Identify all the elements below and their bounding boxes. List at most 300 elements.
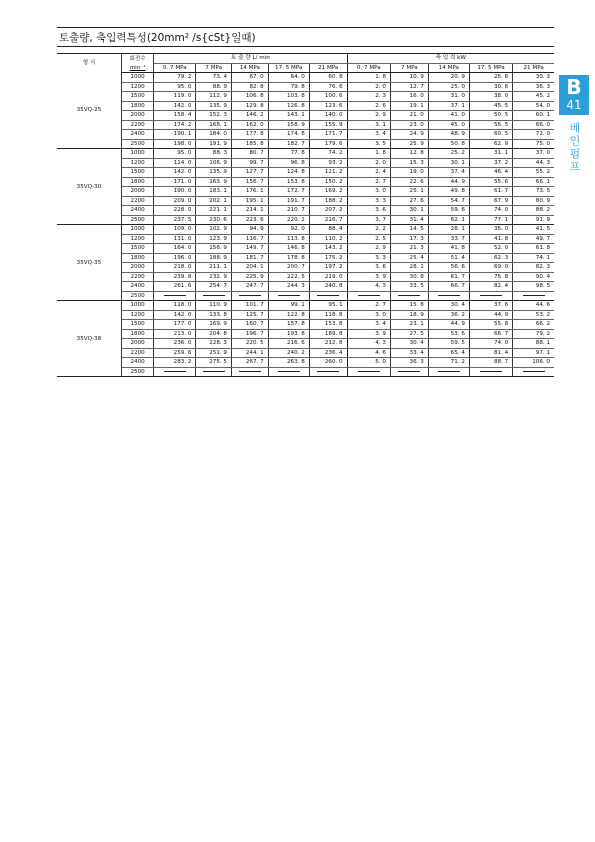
power-cell: 4. 3 [347,339,390,349]
flow-cell: 189. 8 [309,329,347,339]
power-cell: 36. 3 [513,82,554,92]
power-cell: 25. 2 [428,149,469,159]
rpm-cell: 1800 [121,101,153,111]
power-cell: 23. 1 [390,320,428,330]
flow-cell: 171. 0 [154,177,196,187]
power-cell: 45. 2 [513,92,554,102]
power-cell: 1. 8 [347,149,390,159]
table-row [57,244,554,254]
flow-cell: 122. 8 [268,310,309,320]
flow-cell: 99. 7 [232,158,269,168]
flow-cell: 152. 3 [196,111,232,121]
power-cell: 98. 5 [513,282,554,292]
flow-pressure-header: 14 MPa [232,63,269,73]
power-cell: 77. 1 [469,215,512,225]
rpm-cell: 1000 [121,73,153,83]
flow-cell: 118. 0 [154,301,196,311]
header-rpm-line2: min⁻¹ [121,63,153,73]
power-cell: 16. 0 [390,92,428,102]
power-cell [428,367,469,377]
flow-cell: 191. 9 [196,139,232,149]
power-cell: 3. 0 [347,187,390,197]
flow-cell: 219. 0 [309,272,347,282]
power-pressure-header: 14 MPa [428,63,469,73]
power-cell: 82. 4 [469,282,512,292]
power-cell: 61. 8 [513,244,554,254]
table-row [57,206,554,216]
flow-cell: 174. 8 [268,130,309,140]
power-cell: 2. 9 [347,111,390,121]
flow-cell: 213. 0 [154,329,196,339]
flow-cell: 135. 9 [196,168,232,178]
power-cell: 3. 5 [347,139,390,149]
power-cell: 12. 7 [390,82,428,92]
power-cell [428,291,469,301]
power-cell: 41. 8 [428,244,469,254]
flow-cell: 79. 2 [154,73,196,83]
flow-cell: 196. 0 [154,253,196,263]
flow-cell: 184. 0 [196,130,232,140]
model-cell: 35VQ-30 [57,149,121,225]
not-available-dash [203,371,225,372]
power-cell: 12. 8 [390,149,428,159]
power-cell: 61. 7 [428,272,469,282]
power-cell: 54. 7 [428,196,469,206]
rpm-cell: 2400 [121,206,153,216]
power-cell: 97. 1 [513,348,554,358]
flow-cell: 119. 0 [154,92,196,102]
rpm-cell: 2000 [121,111,153,121]
power-cell: 60. 1 [513,111,554,121]
flow-cell: 106. 9 [196,158,232,168]
table-row [57,149,554,159]
power-cell: 72. 0 [513,130,554,140]
flow-cell: 191. 7 [268,196,309,206]
rpm-cell: 2000 [121,187,153,197]
power-cell: 3. 0 [347,310,390,320]
power-cell [347,291,390,301]
table-row [57,291,554,301]
power-cell: 10. 9 [390,73,428,83]
flow-cell: 220. 2 [268,215,309,225]
flow-cell: 74. 2 [309,149,347,159]
rpm-cell: 1500 [121,320,153,330]
flow-cell: 178. 8 [268,253,309,263]
table-row [57,348,554,358]
power-cell: 56. 6 [428,263,469,273]
power-cell: 46. 4 [469,168,512,178]
power-cell: 37. 2 [469,158,512,168]
flow-cell [268,367,309,377]
flow-cell [196,367,232,377]
power-cell: 23. 0 [390,120,428,130]
power-cell: 75. 0 [513,139,554,149]
not-available-dash [239,371,261,372]
power-cell: 91. 9 [513,215,554,225]
flow-cell: 177. 8 [232,130,269,140]
table-row [57,120,554,130]
flow-cell: 142. 0 [154,168,196,178]
flow-cell: 236. 4 [309,348,347,358]
table-row [57,111,554,121]
flow-cell: 106. 8 [232,92,269,102]
flow-cell: 156. 7 [232,177,269,187]
flow-cell: 110. 9 [196,301,232,311]
rpm-cell: 2200 [121,348,153,358]
power-cell: 44. 9 [428,177,469,187]
power-cell: 30. 3 [513,73,554,83]
power-cell: 59. 5 [428,339,469,349]
power-cell: 33. 7 [428,234,469,244]
power-cell: 25. 1 [390,187,428,197]
table-row [57,310,554,320]
power-cell: 66. 7 [428,282,469,292]
flow-cell: 158. 9 [268,120,309,130]
power-cell: 81. 4 [469,348,512,358]
flow-cell: 230. 6 [196,215,232,225]
flow-cell: 236. 0 [154,339,196,349]
table-row [57,225,554,235]
page-number: 41 [566,98,582,112]
power-cell: 88. 7 [469,358,512,368]
header-rpm-line1: 회전수 [121,54,153,64]
model-cell: 35VQ-25 [57,73,121,149]
power-cell [513,291,554,301]
flow-cell: 197. 2 [309,263,347,273]
not-available-dash [278,371,300,372]
rpm-cell: 1200 [121,158,153,168]
flow-cell: 150. 2 [309,177,347,187]
power-cell: 2. 4 [347,168,390,178]
flow-cell: 64. 0 [268,73,309,83]
power-cell: 3. 3 [347,196,390,206]
power-cell: 3. 6 [347,263,390,273]
power-cell: 19. 0 [390,168,428,178]
rpm-cell: 1500 [121,244,153,254]
flow-cell: 176. 1 [232,187,269,197]
flow-cell: 275. 5 [196,358,232,368]
flow-cell: 169. 9 [196,320,232,330]
power-cell: 37. 6 [469,301,512,311]
flow-cell: 188. 2 [309,196,347,206]
flow-cell: 125. 7 [232,310,269,320]
power-cell: 41. 8 [469,234,512,244]
flow-cell: 156. 9 [196,244,232,254]
flow-cell: 164. 0 [154,244,196,254]
not-available-dash [317,295,339,296]
flow-cell: 223. 6 [232,215,269,225]
power-cell: 31. 4 [390,215,428,225]
flow-cell: 174. 2 [154,120,196,130]
power-cell: 45. 5 [469,101,512,111]
flow-cell: 212. 8 [309,339,347,349]
table-row [57,367,554,377]
power-cell: 50. 5 [469,111,512,121]
power-cell: 35. 0 [469,225,512,235]
title-rule [57,46,554,47]
table-row [57,272,554,282]
power-cell: 2. 7 [347,177,390,187]
flow-cell: 216. 6 [268,339,309,349]
flow-cell: 93. 2 [309,158,347,168]
rpm-cell: 1800 [121,329,153,339]
power-cell: 36. 2 [428,310,469,320]
table-row [57,187,554,197]
flow-cell [309,291,347,301]
flow-cell [196,291,232,301]
rpm-cell: 1000 [121,149,153,159]
flow-cell: 175. 2 [309,253,347,263]
flow-cell: 109. 0 [154,225,196,235]
power-cell: 2. 2 [347,225,390,235]
power-cell: 44. 6 [513,301,554,311]
power-cell: 59. 6 [428,206,469,216]
flow-cell: 118. 8 [309,310,347,320]
rpm-cell: 2500 [121,139,153,149]
power-cell: 30. 1 [428,158,469,168]
flow-cell: 155. 9 [309,120,347,130]
flow-cell: 153. 8 [309,320,347,330]
power-cell: 14. 5 [390,225,428,235]
flow-cell: 127. 7 [232,168,269,178]
power-cell: 50. 8 [428,139,469,149]
rpm-cell: 2200 [121,272,153,282]
not-available-dash [398,371,420,372]
flow-cell: 169. 2 [309,187,347,197]
flow-cell: 244. 3 [268,282,309,292]
power-cell: 74. 1 [513,253,554,263]
flow-cell: 80. 7 [232,149,269,159]
power-cell: 19. 1 [390,101,428,111]
power-cell: 25. 0 [428,82,469,92]
flow-cell: 79. 8 [268,82,309,92]
flow-cell: 240. 2 [268,348,309,358]
flow-cell: 171. 7 [309,130,347,140]
power-cell: 33. 4 [390,348,428,358]
flow-cell: 160. 7 [232,320,269,330]
flow-cell: 112. 9 [196,92,232,102]
flow-cell: 239. 8 [154,272,196,282]
section-letter: B [566,75,582,99]
flow-cell: 131. 0 [154,234,196,244]
power-cell: 2. 7 [347,301,390,311]
power-cell: 88. 1 [513,339,554,349]
power-cell: 51. 4 [428,253,469,263]
flow-cell: 140. 0 [309,111,347,121]
flow-cell: 88. 4 [309,225,347,235]
flow-cell: 123. 6 [309,101,347,111]
flow-cell: 67. 0 [232,73,269,83]
flow-cell: 195. 1 [232,196,269,206]
table-row [57,301,554,311]
power-cell: 30. 8 [390,272,428,282]
flow-cell: 216. 7 [309,215,347,225]
flow-cell: 260. 0 [309,358,347,368]
power-cell: 66. 0 [513,120,554,130]
power-cell: 3. 9 [347,329,390,339]
header-model: 형 식 [57,54,121,73]
flow-cell: 196. 7 [232,329,269,339]
power-cell: 62. 9 [469,139,512,149]
flow-cell: 267. 7 [232,358,269,368]
flow-cell: 82. 8 [232,82,269,92]
power-cell: 36. 3 [390,358,428,368]
rpm-cell: 2200 [121,120,153,130]
not-available-dash [358,371,380,372]
not-available-dash [523,371,545,372]
flow-cell: 123. 9 [196,234,232,244]
flow-cell: 237. 5 [154,215,196,225]
flow-cell: 143. 2 [309,244,347,254]
rpm-cell: 1000 [121,225,153,235]
power-cell: 48. 9 [428,130,469,140]
flow-cell: 121. 2 [309,168,347,178]
table-row [57,130,554,140]
rpm-cell: 1500 [121,168,153,178]
rpm-cell: 2000 [121,339,153,349]
power-cell: 3. 7 [347,215,390,225]
table-row [57,73,554,83]
power-cell: 2. 6 [347,101,390,111]
flow-cell: 77. 8 [268,149,309,159]
table-row [57,263,554,273]
power-cell: 3. 3 [347,253,390,263]
flow-cell: 114. 0 [154,158,196,168]
flow-cell: 181. 7 [232,253,269,263]
flow-cell: 214. 1 [232,206,269,216]
table-row [57,329,554,339]
flow-cell: 163. 9 [196,177,232,187]
flow-cell: 190. 0 [154,187,196,197]
rpm-cell: 1800 [121,253,153,263]
flow-cell: 193. 8 [268,329,309,339]
flow-cell: 88. 9 [196,82,232,92]
power-cell: 52. 0 [469,244,512,254]
table-row [57,139,554,149]
not-available-dash [203,295,225,296]
flow-cell: 124. 8 [268,168,309,178]
flow-cell: 185. 8 [232,139,269,149]
power-cell: 15. 3 [390,158,428,168]
power-cell: 25. 9 [390,139,428,149]
power-cell: 4. 3 [347,282,390,292]
power-cell: 37. 0 [513,149,554,159]
power-cell: 65. 4 [428,348,469,358]
table-row [57,253,554,263]
not-available-dash [438,295,460,296]
not-available-dash [164,371,186,372]
not-available-dash [358,295,380,296]
power-cell: 41. 0 [428,111,469,121]
table-row [57,177,554,187]
flow-cell: 228. 0 [154,206,196,216]
power-cell [469,291,512,301]
flow-cell: 202. 1 [196,196,232,206]
flow-cell [232,367,269,377]
power-cell: 74. 0 [469,206,512,216]
flow-pressure-header: 17. 5 MPa [268,63,309,73]
power-cell: 3. 4 [347,130,390,140]
flow-cell: 183. 1 [196,187,232,197]
flow-cell: 100. 6 [309,92,347,102]
power-cell: 53. 2 [513,310,554,320]
flow-cell: 251. 9 [196,348,232,358]
flow-cell: 153. 8 [268,177,309,187]
power-cell: 17. 3 [390,234,428,244]
power-cell [347,367,390,377]
not-available-dash [480,371,502,372]
table-row [57,339,554,349]
flow-cell [154,367,196,377]
power-cell: 66. 1 [513,177,554,187]
flow-cell: 126. 8 [268,101,309,111]
rpm-cell: 2500 [121,291,153,301]
table-row [57,92,554,102]
power-cell: 44. 9 [428,320,469,330]
flow-cell: 204. 8 [196,329,232,339]
flow-cell: 95. 0 [154,82,196,92]
flow-cell: 263. 8 [268,358,309,368]
power-cell: 37. 4 [428,168,469,178]
header-power-group: 축 입 력 kW [347,54,554,64]
power-cell: 21. 3 [390,244,428,254]
flow-cell [268,291,309,301]
rpm-cell: 1200 [121,82,153,92]
power-cell: 66. 2 [513,320,554,330]
rpm-cell: 2400 [121,282,153,292]
flow-cell: 232. 9 [196,272,232,282]
flow-cell: 110. 2 [309,234,347,244]
flow-cell: 240. 8 [309,282,347,292]
power-cell [513,367,554,377]
flow-cell: 103. 8 [268,92,309,102]
power-cell: 79. 2 [513,329,554,339]
flow-cell: 60. 8 [309,73,347,83]
table-row [57,320,554,330]
rpm-cell: 1800 [121,177,153,187]
rpm-cell: 2400 [121,358,153,368]
flow-cell: 76. 6 [309,82,347,92]
power-cell: 62. 3 [469,253,512,263]
rpm-cell: 2500 [121,215,153,225]
power-cell: 15. 8 [390,301,428,311]
flow-cell: 113. 8 [268,234,309,244]
not-available-dash [278,295,300,296]
flow-cell: 102. 9 [196,225,232,235]
flow-cell: 168. 1 [196,120,232,130]
flow-cell: 283. 2 [154,358,196,368]
power-cell [390,367,428,377]
power-cell: 3. 6 [347,206,390,216]
not-available-dash [239,295,261,296]
flow-cell: 261. 6 [154,282,196,292]
power-cell: 67. 9 [469,196,512,206]
power-cell: 2. 0 [347,82,390,92]
flow-cell: 157. 8 [268,320,309,330]
flow-cell: 198. 0 [154,139,196,149]
not-available-dash [523,295,545,296]
power-cell: 80. 9 [513,196,554,206]
flow-cell: 142. 0 [154,310,196,320]
flow-cell: 210. 7 [268,206,309,216]
power-cell: 53. 6 [428,329,469,339]
power-cell: 31. 0 [428,92,469,102]
flow-cell: 95. 1 [309,301,347,311]
power-cell: 1. 8 [347,73,390,83]
rpm-cell: 2500 [121,367,153,377]
spec-table [57,53,554,377]
flow-cell: 99. 1 [268,301,309,311]
